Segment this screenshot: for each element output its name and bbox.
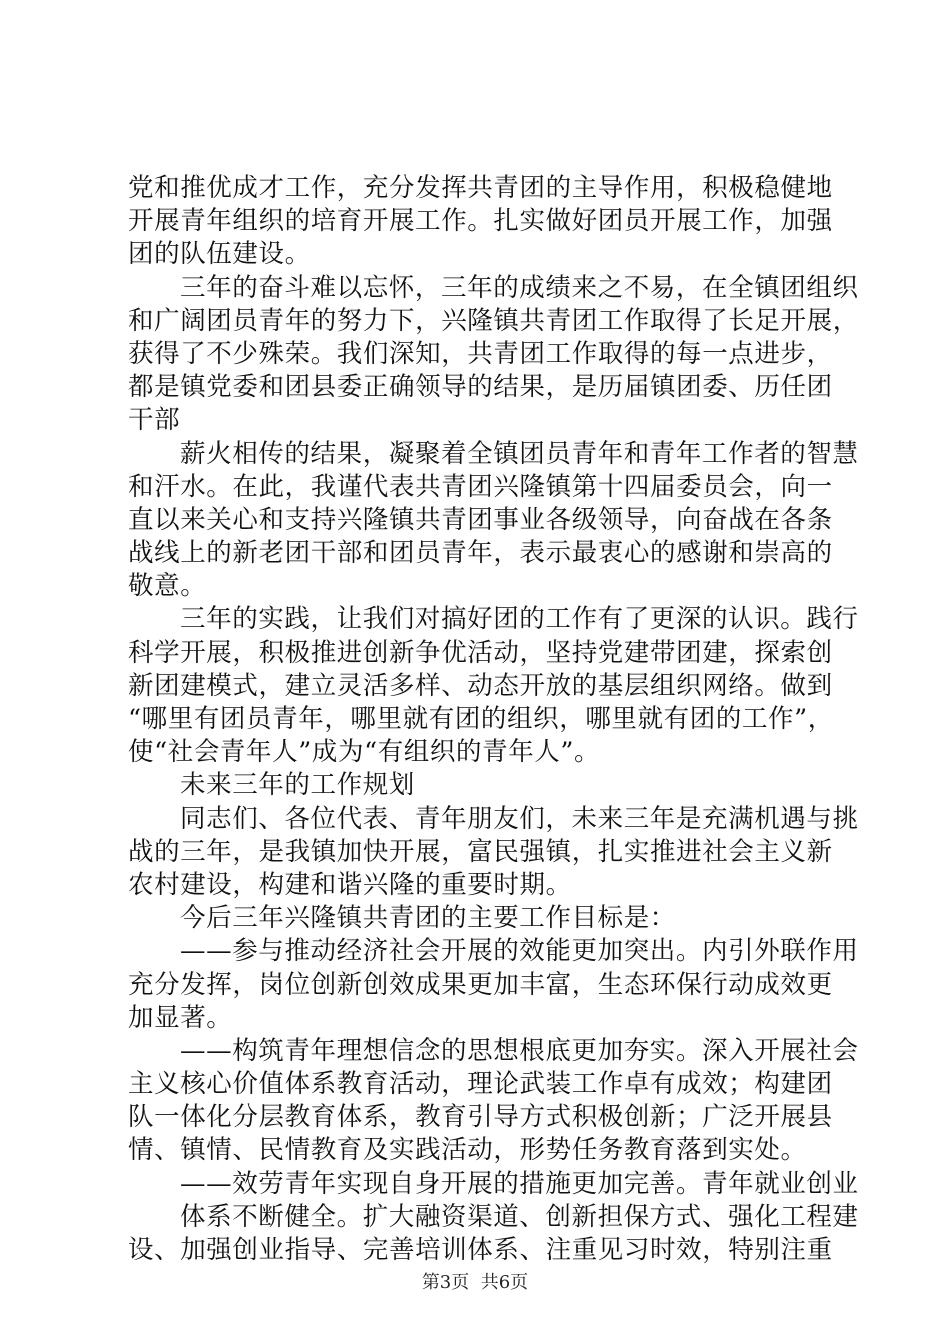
- text-line: 设、加强创业指导、完善培训体系、注重见习时效，特别注重: [128, 1235, 833, 1265]
- text-line: 今后三年兴隆镇共青团的主要工作目标是：: [180, 903, 676, 934]
- text-line: 获得了不少殊荣。我们深知，共青团工作取得的每一点进步，: [128, 338, 833, 369]
- text-line: 加显著。: [128, 1002, 233, 1033]
- text-line: 三年的实践，让我们对搞好团的工作有了更深的认识。践行: [180, 604, 859, 635]
- text-line: 团的队伍建设。: [128, 239, 311, 270]
- text-line: 体系不断健全。扩大融资渠道、创新担保方式、强化工程建: [180, 1201, 859, 1232]
- text-line: 新团建模式，建立灵活多样、动态开放的基层组织网络。做到: [128, 670, 833, 701]
- body-text: [128, 172, 859, 1267]
- page-footer: [0, 1268, 950, 1294]
- text-line: ——参与推动经济社会开展的效能更加突出。内引外联作用: [180, 936, 859, 967]
- text-line: 和汗水。在此，我谨代表共青团兴隆镇第十四届委员会，向一: [128, 471, 833, 502]
- page-total: 共6页: [480, 1272, 529, 1293]
- text-line: ——效劳青年实现自身开展的措施更加完善。青年就业创业: [180, 1168, 859, 1199]
- text-line: 三年的奋斗难以忘怀，三年的成绩来之不易，在全镇团组织: [180, 272, 859, 303]
- text-line: 开展青年组织的培育开展工作。扎实做好团员开展工作，加强: [128, 206, 833, 237]
- text-line: 主义核心价值体系教育活动，理论武装工作卓有成效；构建团: [128, 1069, 833, 1100]
- text-line: 战线上的新老团干部和团员青年，表示最衷心的感谢和崇高的: [128, 538, 833, 569]
- text-line: 直以来关心和支持兴隆镇共青团事业各级领导，向奋战在各条: [128, 504, 833, 535]
- text-line: 和广阔团员青年的努力下，兴隆镇共青团工作取得了长足开展，: [128, 305, 859, 336]
- text-line: 科学开展，积极推进创新争优活动，坚持党建带团建，探索创: [128, 637, 833, 668]
- text-line: 战的三年，是我镇加快开展，富民强镇，扎实推进社会主义新: [128, 836, 833, 867]
- page-number: 第3页: [421, 1272, 470, 1293]
- text-line: 敬意。: [128, 571, 207, 602]
- text-line: 农村建设，构建和谐兴隆的重要时期。: [128, 869, 572, 900]
- text-line: 情、镇情、民情教育及实践活动，形势任务教育落到实处。: [128, 1135, 807, 1166]
- text-line: 薪火相传的结果，凝聚着全镇团员青年和青年工作者的智慧: [180, 438, 859, 469]
- text-line: 都是镇党委和团县委正确领导的结果，是历届镇团委、历任团: [128, 372, 833, 403]
- text-line: 同志们、各位代表、青年朋友们，未来三年是充满机遇与挑: [180, 803, 859, 834]
- text-line: 未来三年的工作规划: [180, 770, 415, 801]
- text-line: 干部: [128, 405, 181, 436]
- text-line: ——构筑青年理想信念的思想根底更加夯实。深入开展社会: [180, 1035, 859, 1066]
- text-line: 充分发挥，岗位创新创效成果更加丰富，生态环保行动成效更: [128, 969, 833, 1000]
- text-line: 党和推优成才工作，充分发挥共青团的主导作用，积极稳健地: [128, 173, 833, 203]
- text-line: 使“社会青年人”成为“有组织的青年人”。: [128, 737, 601, 768]
- text-line: 队一体化分层教育体系，教育引导方式积极创新；广泛开展县: [128, 1102, 833, 1133]
- text-line: “哪里有团员青年，哪里就有团的组织，哪里就有团的工作”，: [128, 704, 834, 734]
